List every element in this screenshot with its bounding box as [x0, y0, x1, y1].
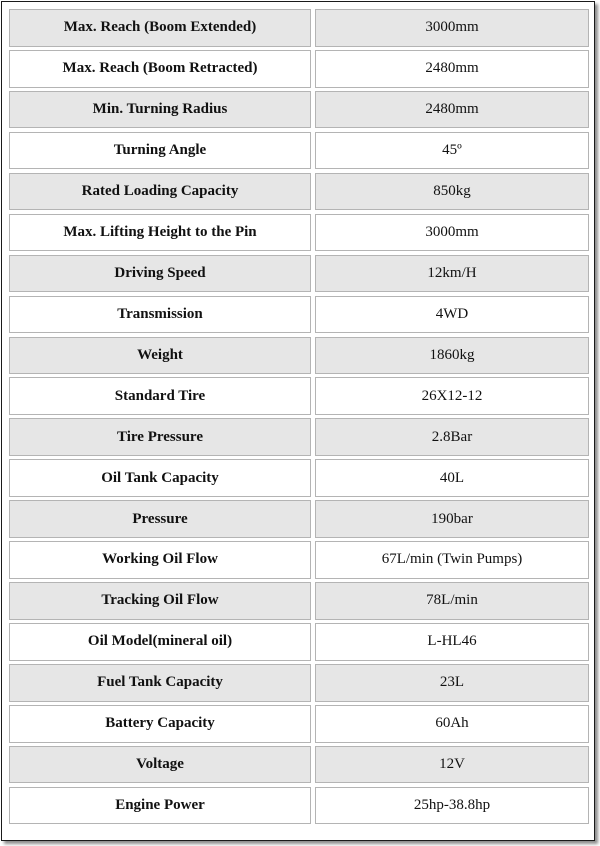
table-row	[9, 459, 589, 497]
table-row	[9, 50, 589, 88]
spec-label: Turning Angle	[9, 132, 311, 170]
table-row	[9, 664, 589, 702]
spec-value: 40L	[315, 459, 589, 497]
table-row	[9, 582, 589, 620]
spec-label: Weight	[9, 337, 311, 375]
spec-value: 45º	[315, 132, 589, 170]
spec-table	[9, 9, 589, 828]
spec-value: L-HL46	[315, 623, 589, 661]
spec-value: 12V	[315, 746, 589, 784]
spec-label: Tire Pressure	[9, 418, 311, 456]
spec-label: Pressure	[9, 500, 311, 538]
table-row	[9, 9, 589, 47]
spec-value: 12km/H	[315, 255, 589, 293]
table-row	[9, 214, 589, 252]
spec-table-frame	[1, 1, 595, 841]
spec-value: 850kg	[315, 173, 589, 211]
spec-value: 67L/min (Twin Pumps)	[315, 541, 589, 579]
table-row	[9, 255, 589, 293]
spec-label: Battery Capacity	[9, 705, 311, 743]
spec-value: 3000mm	[315, 9, 589, 47]
table-row	[9, 377, 589, 415]
spec-value: 190bar	[315, 500, 589, 538]
spec-label: Working Oil Flow	[9, 541, 311, 579]
table-row	[9, 337, 589, 375]
spec-value: 60Ah	[315, 705, 589, 743]
table-row	[9, 296, 589, 334]
spec-value: 25hp-38.8hp	[315, 787, 589, 825]
spec-label: Driving Speed	[9, 255, 311, 293]
table-row	[9, 705, 589, 743]
spec-label: Max. Reach (Boom Retracted)	[9, 50, 311, 88]
table-row	[9, 91, 589, 129]
spec-label: Transmission	[9, 296, 311, 334]
spec-label: Min. Turning Radius	[9, 91, 311, 129]
spec-label: Fuel Tank Capacity	[9, 664, 311, 702]
table-row	[9, 623, 589, 661]
spec-label: Rated Loading Capacity	[9, 173, 311, 211]
spec-label: Max. Lifting Height to the Pin	[9, 214, 311, 252]
spec-label: Voltage	[9, 746, 311, 784]
spec-label: Oil Tank Capacity	[9, 459, 311, 497]
table-row	[9, 173, 589, 211]
spec-label: Max. Reach (Boom Extended)	[9, 9, 311, 47]
spec-label: Oil Model(mineral oil)	[9, 623, 311, 661]
spec-value: 2.8Bar	[315, 418, 589, 456]
spec-value: 2480mm	[315, 50, 589, 88]
table-row	[9, 132, 589, 170]
spec-value: 26X12-12	[315, 377, 589, 415]
table-row	[9, 787, 589, 825]
spec-value: 1860kg	[315, 337, 589, 375]
spec-value: 3000mm	[315, 214, 589, 252]
spec-label: Tracking Oil Flow	[9, 582, 311, 620]
table-row	[9, 418, 589, 456]
table-row	[9, 746, 589, 784]
spec-label: Engine Power	[9, 787, 311, 825]
spec-value: 23L	[315, 664, 589, 702]
table-row	[9, 500, 589, 538]
spec-label: Standard Tire	[9, 377, 311, 415]
table-row	[9, 541, 589, 579]
spec-value: 78L/min	[315, 582, 589, 620]
spec-value: 2480mm	[315, 91, 589, 129]
spec-value: 4WD	[315, 296, 589, 334]
